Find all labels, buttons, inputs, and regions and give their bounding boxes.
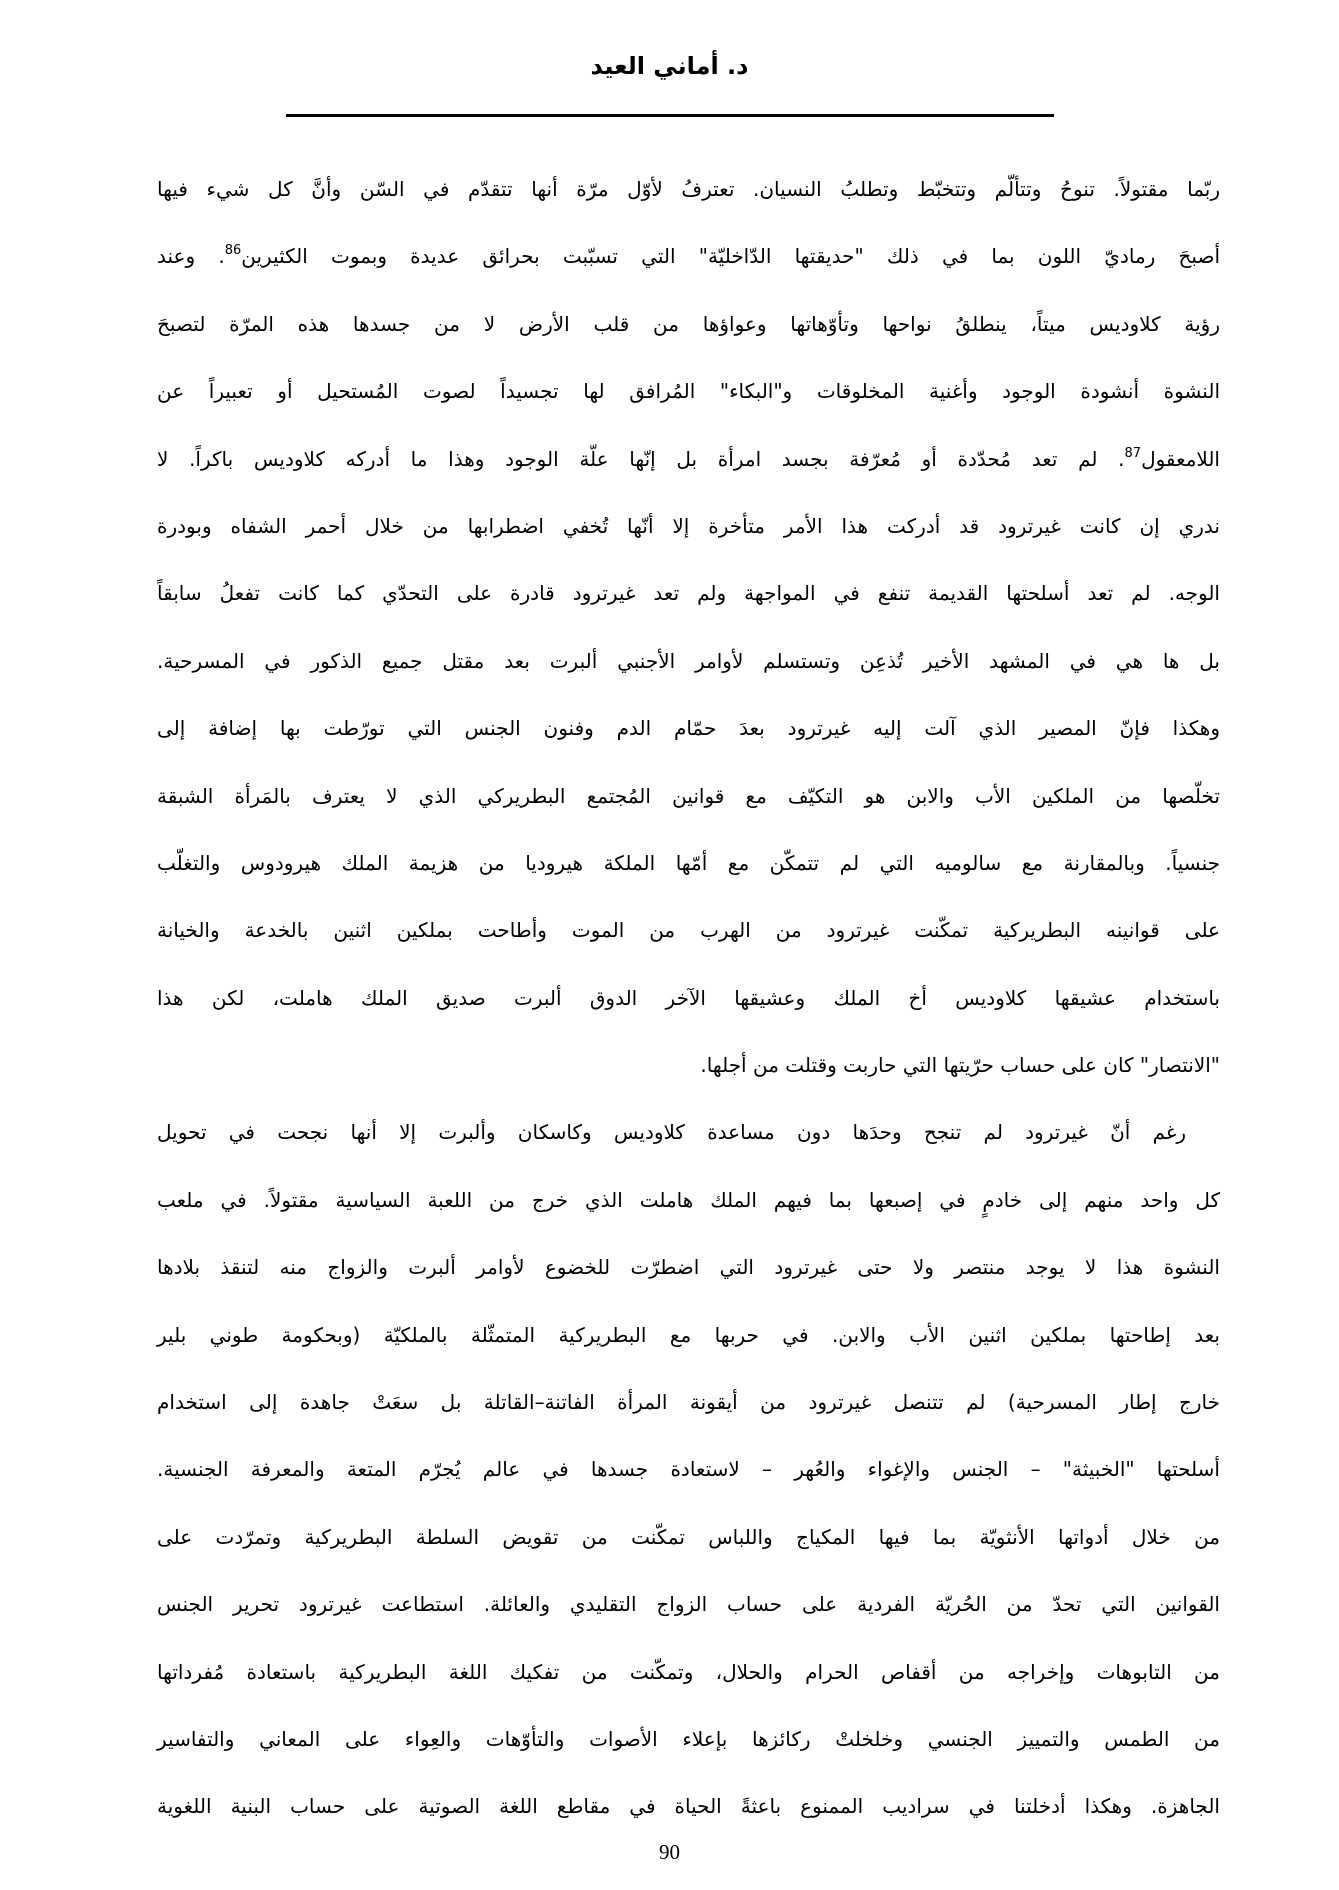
text-line: تخلّصها من الملكين الأب والابن هو التكيّف مع قوانين المُجتمع البطريركي الذي لا يعترف بالمَرأة الشبقة [157,783,1220,808]
text-line: على قوانينه البطريركية تمكّنت غيرترود من الهرب من الموت وأطاحت بملكين اثنين بالخدعة والخيانة [157,918,1220,943]
header-rule [286,114,1054,117]
text-line: من التابوهات وإخراجه من أقفاص الحرام والحلال، وتمكّنت من تفكيك اللغة البطريركية باستعادة مُفرداتها [157,1659,1220,1684]
text-line: أسلحتها "الخبيثة" – الجنس والإغواء والعُهر – لاستعادة جسدها في عالم يُجرّم المتعة والمعرفة الجنسية. [157,1457,1220,1482]
text-line: باستخدام عشيقها كلاوديس أخ الملك وعشيقها الآخر الدوق ألبرت صديق الملك هاملت، لكن هذا [157,985,1220,1010]
footnote-ref-87[interactable]: 87 [1124,445,1142,461]
text-line: ربّما مقتولاً. تنوحُ وتتألّم وتتخبّط وتطلبُ النسيان. تعترفُ لأوّل مرّة أنها تتقدّم في السّن وأنَّ كل شيء فيها [157,177,1220,201]
text-line [157,229,1220,296]
text-line: خارج إطار المسرحية) لم تتنصل غيرترود من أيقونة المرأة الفاتنة–القاتلة بل سعَتْ جاهدة إلى استخدام [157,1390,1220,1415]
text-line: القوانين التي تحدّ من الحُريّة الفردية على حساب الزواج التقليدي والعائلة. استطاعت غيرترود تحرير الجنس [157,1592,1220,1617]
text-span: أصبحَ رماديّ اللون بما في ذلك "حديقتها الدّاخليّة" التي تسبّبت بحرائق عديدة وبموت الكثيرين [241,244,1220,269]
text-span: . لم تعد مُحدّدة أو مُعرّفة بجسد امرأة بل إنّها علّة الوجود وهذا ما أدركه كلاوديس باكراً. لا [157,446,1125,471]
text-line: الجاهزة. وهكذا أدخلتنا في سراديب الممنوع باعثةً الحياة في مقاطع اللغة الصوتية على حساب البنية اللغوية [157,1794,1220,1819]
text-line: رغم أنّ غيرترود لم تنجح وحدَها دون مساعدة كلاوديس وكاسكان وألبرت إلا أنها نجحت في تحويل [157,1120,1186,1145]
text-span: اللامعقول [1141,446,1220,471]
text-line: النشوة هذا لا يوجد منتصر ولا حتى غيرترود التي اضطرّت للخضوع لأوامر ألبرت والزواج منه لتنقذ بلادها [157,1255,1220,1280]
text-line: الوجه. لم تعد أسلحتها القديمة تنفع في المواجهة ولم تعد غيرترود قادرة على التحدّي كما كانت تفعلُ سابقاً [157,581,1220,606]
text-line: كل واحد منهم إلى خادمٍ في إصبعها بما فيهم الملك هاملت الذي خرج من اللعبة السياسية مقتولاً. في ملعب [157,1187,1220,1212]
text-line: وهكذا فإنّ المصير الذي آلت إليه غيرترود بعدَ حمّام الدم وفنون الجنس التي تورّطت بها إضافة إلى [157,716,1220,741]
text-line: "الانتصار" كان على حساب حرّيتها التي حاربت وقتلت من أجلها. [700,1053,1220,1078]
footnote-ref-86[interactable]: 86 [224,243,242,259]
page-number: 90 [659,1840,680,1864]
text-line: بعد إطاحتها بملكين اثنين الأب والابن. في حربها مع البطريركية المتمثّلة بالملكيّة (وبحكومة طوني بلير [157,1322,1220,1347]
text-line: النشوة أنشودة الوجود وأغنية المخلوقات و"البكاء" المُرافق لها تجسيداً لصوت المُستحيل أو تعبيراً عن [157,379,1220,404]
text-line [157,432,1220,499]
text-line: بل ها هي في المشهد الأخير تُذعِن وتستسلم لأوامر الأجنبي ألبرت بعد مقتل جميع الذكور في المسرحية. [157,648,1220,673]
text-span: . وعند [157,244,225,269]
text-line: جنسياً. وبالمقارنة مع سالوميه التي لم تتمكّن مع أمّها الملكة هيروديا من هزيمة الملك هيرودوس والتغلّب [157,850,1220,875]
text-line: من الطمس والتمييز الجنسي وخلخلتْ ركائزها بإعلاء الأصوات والتأوّهات والعِواء على المعاني والتفاسير [157,1726,1220,1751]
text-line: ندري إن كانت غيرترود قد أدركت هذا الأمر متأخرة إلا أنّها تُخفي اضطرابها من خلال أحمر الشفاه وبودرة [157,513,1220,538]
running-header-author: د. أماني العيد [590,52,749,80]
text-line: رؤية كلاوديس ميتاً، ينطلقُ نواحها وتأوّهاتها وعواؤها من قلب الأرض لا من جسدها هذه المرّة لتصبحَ [157,311,1220,336]
text-line: من خلال أدواتها الأنثويّة بما فيها المكياج واللباس تمكّنت من تقويض السلطة البطريركية وتمرّدت على [157,1524,1220,1549]
body-text [157,162,1220,1847]
